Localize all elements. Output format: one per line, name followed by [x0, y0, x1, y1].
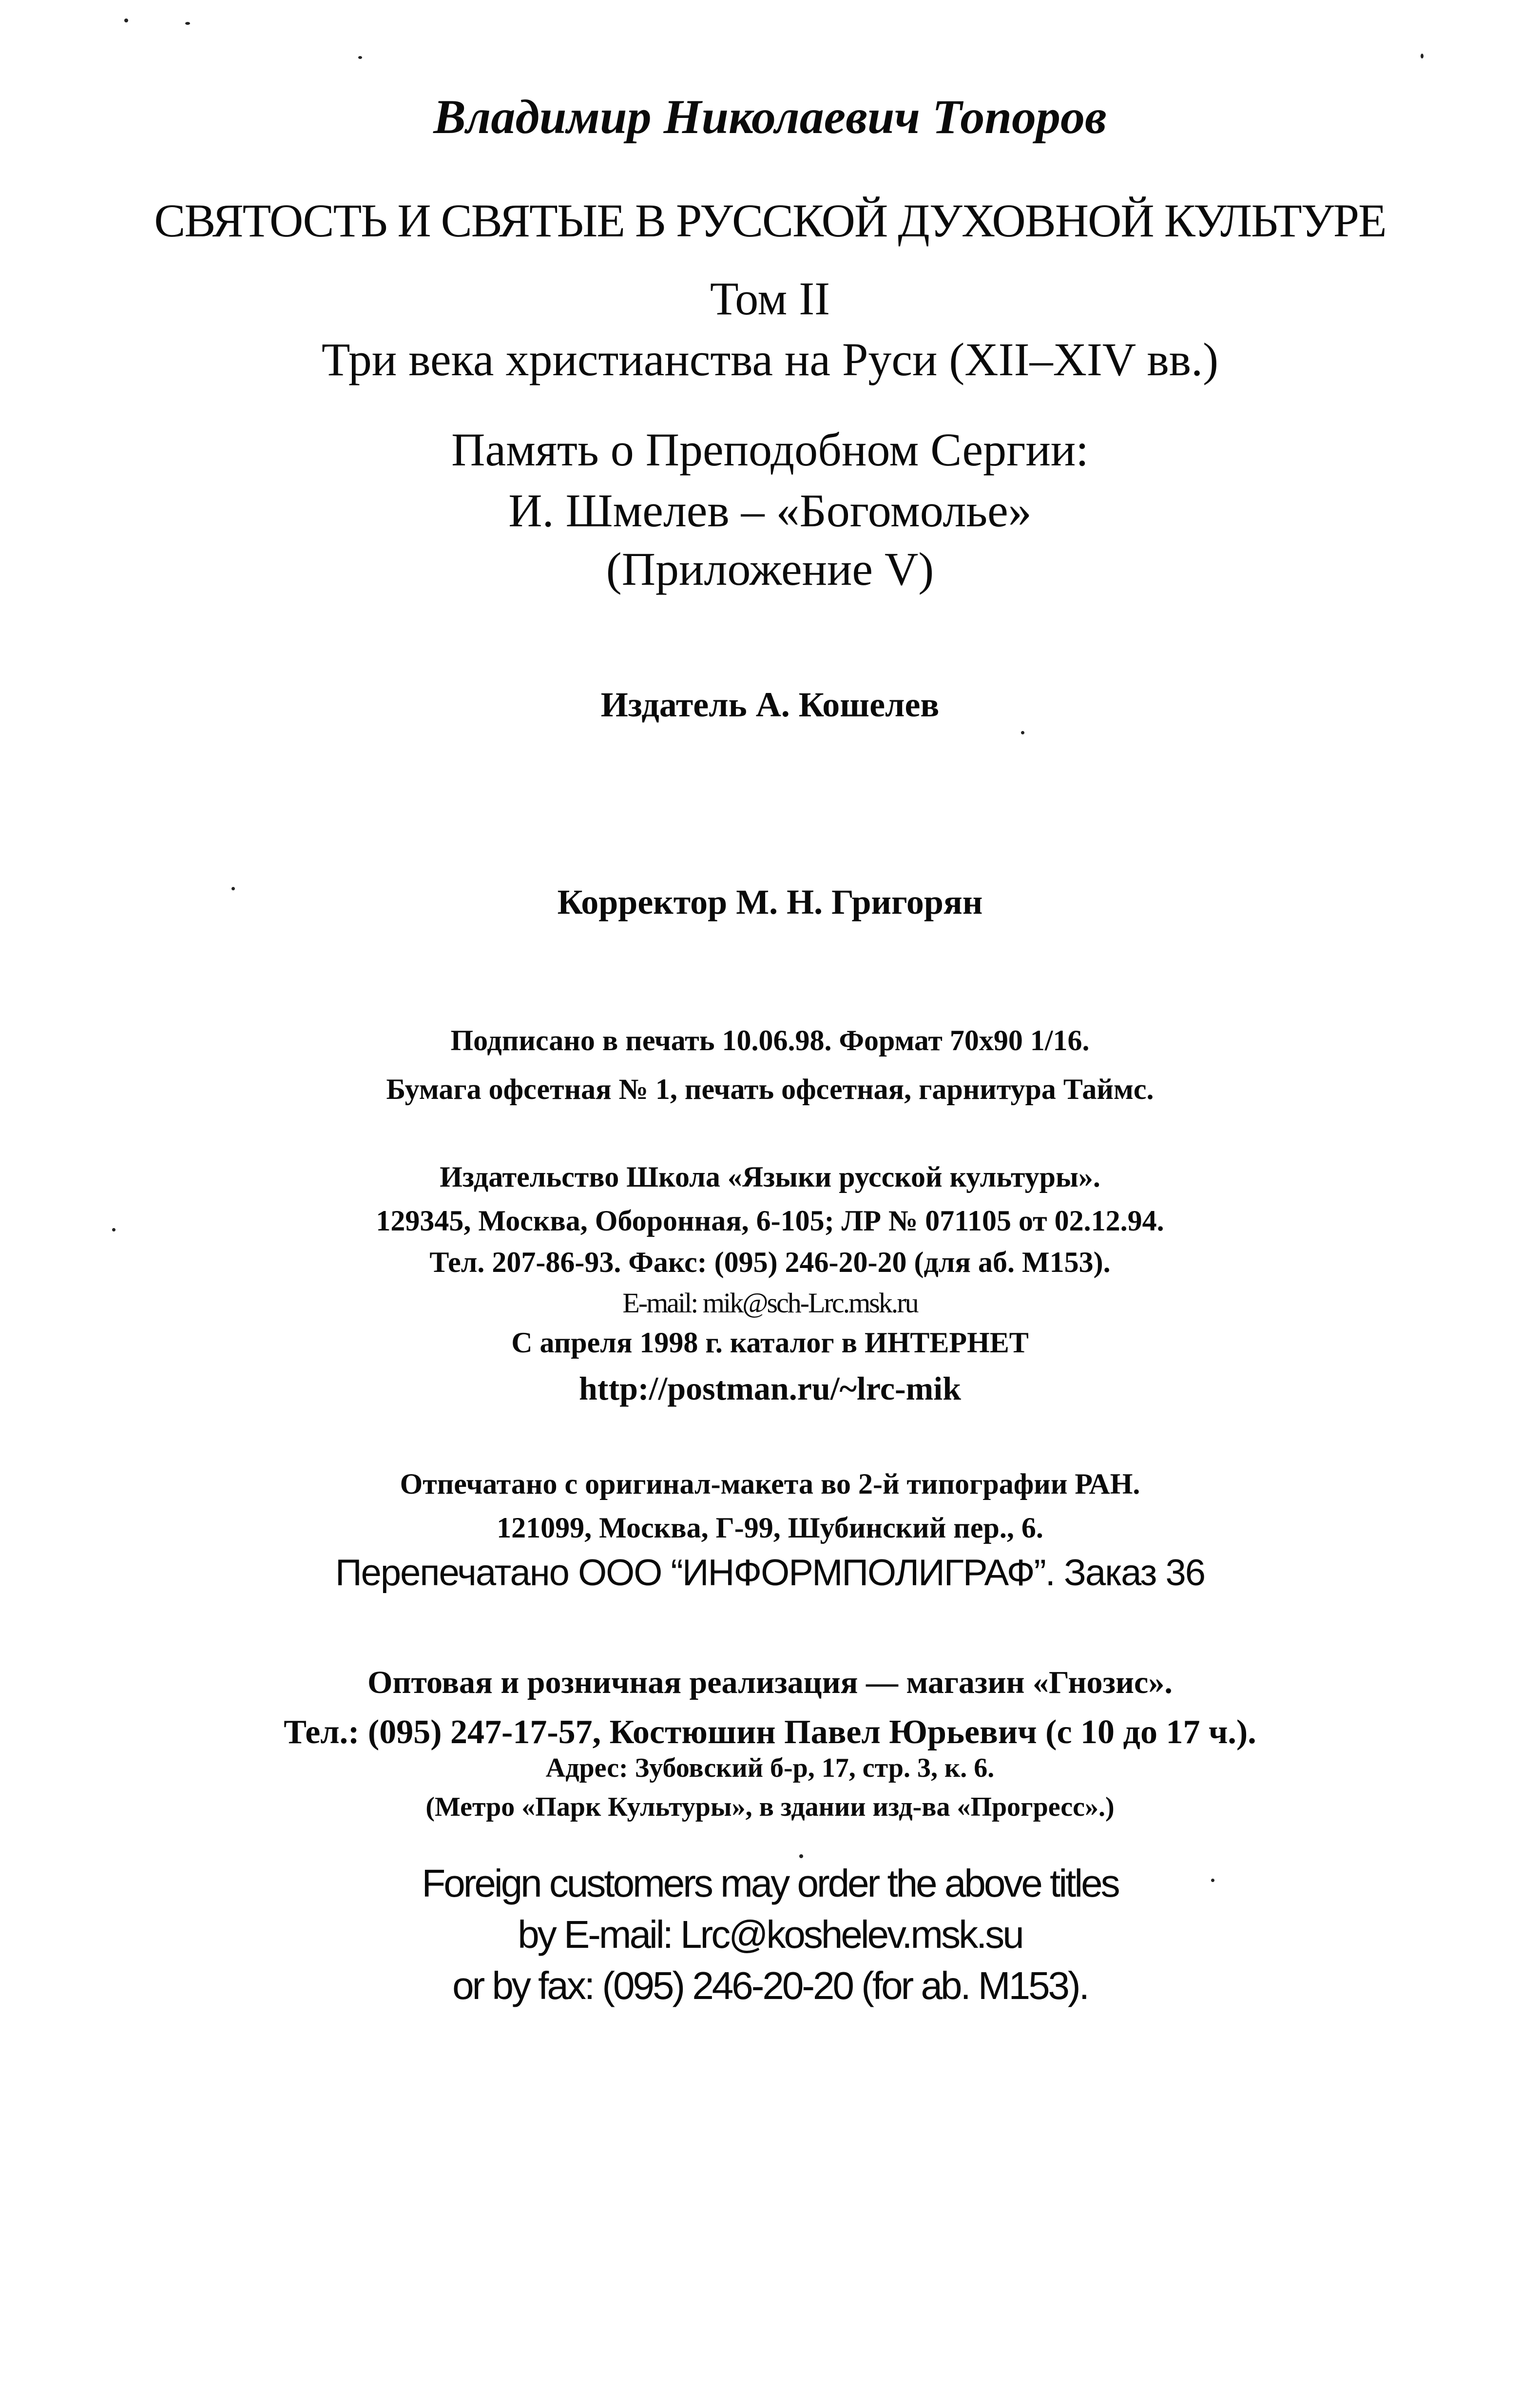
- memory-line-1: Память о Преподобном Сергии:: [451, 423, 1089, 476]
- scan-speck: [1211, 1879, 1214, 1882]
- scan-speck: [112, 1228, 116, 1231]
- publishing-house-line-3: Тел. 207-86-93. Факс: (095) 246-20-20 (для аб. M153).: [429, 1246, 1111, 1278]
- imprint-line-2: Бумага офсетная № 1, печать офсетная, гарнитура Таймс.: [386, 1073, 1154, 1105]
- volume-subtitle: Три века христианства на Руси (XII–XIV вв.): [321, 333, 1219, 385]
- foreign-fax-line: or by fax: (095) 246-20-20 (for ab. M153).: [452, 1964, 1088, 2007]
- catalog-url: http://postman.ru/~lrc-mik: [578, 1370, 962, 1407]
- sales-address-line: Адрес: Зубовский б-р, 17, стр. 3, к. 6.: [545, 1753, 995, 1783]
- reprint-order-line: Перепечатано ООО “ИНФОРМПОЛИГРАФ”. Заказ 36: [335, 1552, 1205, 1594]
- printing-line-1: Отпечатано с оригинал-макета во 2-й типографии РАН.: [400, 1468, 1140, 1500]
- scan-speck: [1421, 54, 1424, 58]
- publisher-credit: Издатель А. Кошелев: [600, 685, 940, 724]
- volume-number: Том II: [710, 272, 830, 325]
- imprint-line-1: Подписано в печать 10.06.98. Формат 70x90 1/16.: [450, 1024, 1090, 1057]
- scan-speck: [358, 56, 362, 59]
- scan-speck: [124, 19, 128, 22]
- printing-line-2: 121099, Москва, Г-99, Шубинский пер., 6.: [497, 1512, 1043, 1544]
- corrector-credit: Корректор М. Н. Григорян: [557, 883, 983, 922]
- email-address: E-mail: mik@sch-Lrc.msk.ru: [622, 1287, 918, 1319]
- memory-line-3: (Приложение V): [606, 543, 934, 595]
- scan-speck: [1021, 731, 1024, 734]
- sales-line-1: Оптовая и розничная реализация — магазин «Гнозис».: [367, 1665, 1173, 1700]
- author-name: Владимир Николаевич Топоров: [433, 90, 1107, 144]
- scan-speck: [231, 887, 235, 890]
- book-title: СВЯТОСТЬ И СВЯТЫЕ В РУССКОЙ ДУХОВНОЙ КУЛЬТУРЕ: [154, 194, 1386, 247]
- scan-speck: [185, 22, 190, 25]
- publishing-house-line-2: 129345, Москва, Оборонная, 6-105; ЛР № 071105 от 02.12.94.: [376, 1205, 1164, 1237]
- foreign-line-1: Foreign customers may order the above titles: [422, 1862, 1118, 1905]
- catalog-notice: С апреля 1998 г. каталог в ИНТЕРНЕТ: [511, 1326, 1029, 1359]
- publishing-house-line-1: Издательство Школа «Языки русской культуры».: [440, 1161, 1100, 1193]
- sales-metro-line: (Метро «Парк Культуры», в здании изд-ва «Прогресс».): [425, 1792, 1115, 1822]
- memory-line-2: И. Шмелев – «Богомолье»: [508, 484, 1032, 537]
- scan-speck: [799, 1854, 803, 1858]
- foreign-email-line: by E-mail: Lrc@koshelev.msk.su: [518, 1913, 1022, 1956]
- sales-phone-line: Тел.: (095) 247-17-57, Костюшин Павел Юрьевич (с 10 до 17 ч.).: [284, 1713, 1256, 1751]
